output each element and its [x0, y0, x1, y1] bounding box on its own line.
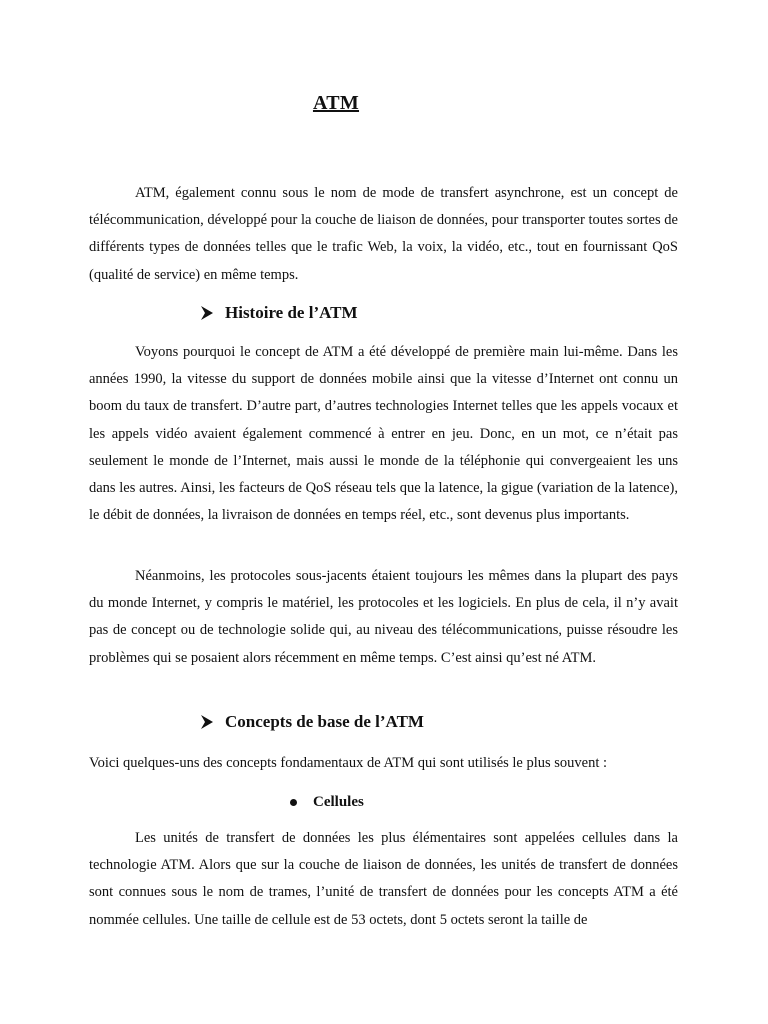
- bullet-dot-icon: [290, 799, 297, 806]
- intro-paragraph: ATM, également connu sous le nom de mode de transfert asynchrone, est un concept de télécommunication, développé pour la couche de liaison de données, pour transporter toutes sortes de différents types de données telles que le trafic Web, la voix, la vidéo, etc., tout en fournissant QoS (qualité de service) en même temps.: [89, 185, 678, 283]
- arrowhead-icon: [200, 714, 214, 730]
- histoire-paragraph-2: Néanmoins, les protocoles sous-jacents étaient toujours les mêmes dans la plupart des pays du monde Internet, y compris le matériel, les protocoles et les logiciels. En plus de cela, il n’y avait pas de concept ou de technologie solide qui, au niveau des télécommunications, puisse résoudre les problèmes qui se posaient alors récemment en même temps. C’est ainsi qu’est né ATM.: [89, 568, 678, 666]
- bullet-heading-cellules: [290, 792, 364, 812]
- section-heading-concepts: [200, 711, 424, 733]
- section-heading-label: Histoire de l’ATM: [225, 303, 358, 322]
- bullet-heading-label: Cellules: [313, 794, 364, 810]
- histoire-paragraph-1: Voyons pourquoi le concept de ATM a été développé de première main lui-même. Dans les années 1990, la vitesse du support de données mobile ainsi que la vitesse d’Internet ont connu un boom du taux de transfert. D’autre part, d’autres technologies Internet telles que les appels vocaux et les appels vidéo avaient également commencé à entrer en jeu. Donc, en un mot, ce n’était pas seulement le monde de l’Internet, mais aussi le monde de la téléphonie qui convergeaient les uns dans les autres. Ainsi, les facteurs de QoS réseau tels que la latence, la gigue (variation de la latence), le débit de données, la livraison de données en temps réel, etc., sont devenus plus importants.: [89, 344, 678, 524]
- arrowhead-icon: [200, 305, 214, 321]
- concepts-intro: Voici quelques-uns des concepts fondamentaux de ATM qui sont utilisés le plus souvent :: [89, 755, 608, 771]
- document-title: ATM: [312, 92, 360, 114]
- cellules-paragraph: Les unités de transfert de données les plus élémentaires sont appelées cellules dans la technologie ATM. Alors que sur la couche de liaison de données, les unités de transfert de données sont connues sous le nom de trames, l’unité de transfert de données pour les concepts ATM a été nommée cellules. Une taille de cellule est de 53 octets, dont 5 octets seront la taille de: [89, 830, 678, 928]
- section-heading-histoire: [200, 302, 358, 324]
- section-heading-label: Concepts de base de l’ATM: [225, 712, 424, 731]
